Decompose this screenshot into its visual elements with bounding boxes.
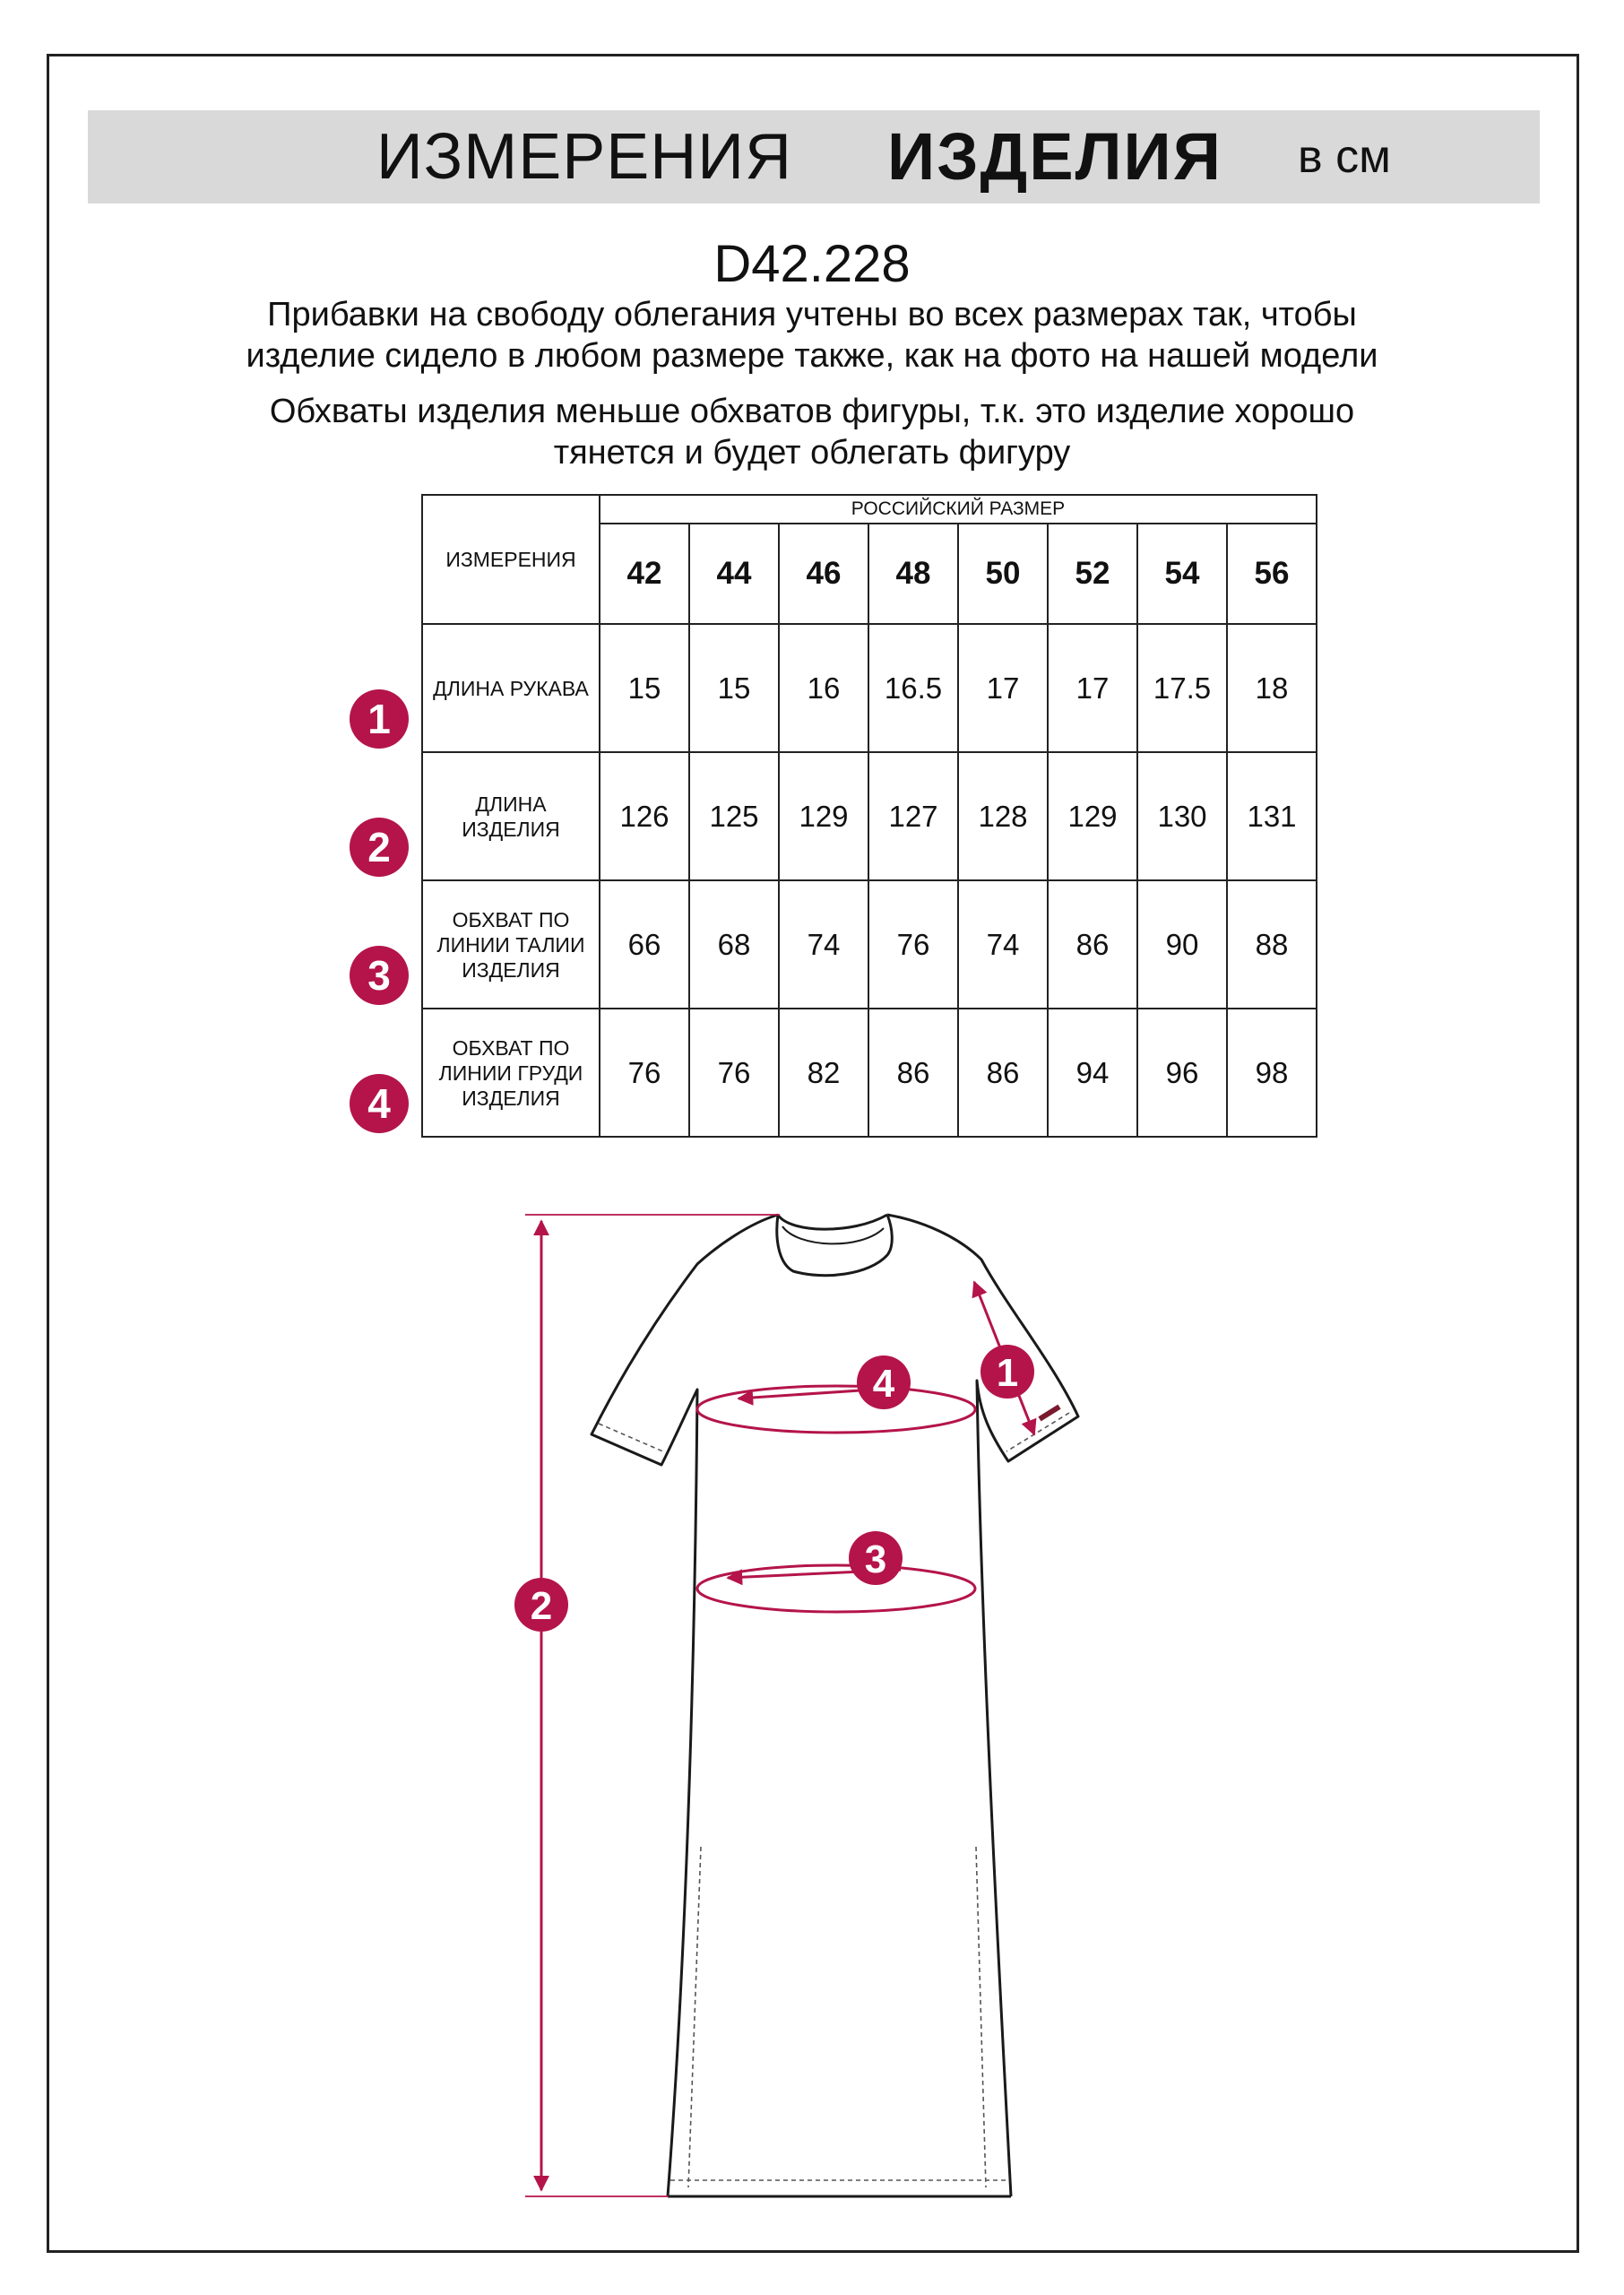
table-cell: 74 (958, 880, 1048, 1009)
garment-length-measure (525, 1215, 780, 2196)
waist-girth-measure (697, 1565, 975, 1612)
row-label-line: ДЛИНА РУКАВА (433, 676, 589, 700)
table-cell: 128 (958, 752, 1048, 880)
right-side-slit (976, 1847, 986, 2187)
left-side-slit (688, 1847, 701, 2187)
size-header: 46 (779, 524, 868, 624)
table-cell: 96 (1137, 1009, 1227, 1137)
table-cell: 94 (1048, 1009, 1137, 1137)
size-header: 50 (958, 524, 1048, 624)
size-header: 52 (1048, 524, 1137, 624)
table-cell: 15 (600, 624, 689, 752)
fit-note-line: Прибавки на свободу облегания учтены во всех размерах так, чтобы (267, 296, 1357, 333)
table-cell: 131 (1227, 752, 1317, 880)
table-cell: 129 (779, 752, 868, 880)
marker-number: 4 (872, 1362, 895, 1406)
table-cell: 15 (689, 624, 779, 752)
header-unit: в см (1298, 131, 1391, 183)
row-number-badge: 3 (350, 946, 409, 1005)
table-cell: 16 (779, 624, 868, 752)
row-number-badge: 1 (350, 689, 409, 749)
table-cell: 86 (958, 1009, 1048, 1137)
fit-note-line: изделие сидело в любом размере также, как на фото на нашей модели (246, 337, 1378, 375)
right-sleeve-hem-stitch (1006, 1413, 1069, 1451)
product-code: D42.228 (713, 235, 911, 293)
dress-seams (599, 1413, 1069, 2187)
row-label-line: ЛИНИИ ТАЛИИ (436, 932, 585, 957)
marker-chest-girth (857, 1355, 911, 1409)
table-cell: 125 (689, 752, 779, 880)
table-cell: 129 (1048, 752, 1137, 880)
row-label-line: ЛИНИИ ГРУДИ (438, 1061, 583, 1085)
marker-garment-length (514, 1578, 568, 1632)
table-cell: 127 (868, 752, 958, 880)
row-label-line: ИЗДЕЛИЯ (462, 817, 560, 841)
size-header: 48 (868, 524, 958, 624)
marker-number: 2 (530, 1584, 553, 1628)
row-label-line: ОБХВАТ ПО (452, 1035, 570, 1060)
table-cell: 17 (958, 624, 1048, 752)
table-cell: 82 (779, 1009, 868, 1137)
size-header: 54 (1137, 524, 1227, 624)
header-title-bold: ИЗДЕЛИЯ (887, 119, 1222, 194)
table-cell: 90 (1137, 880, 1227, 1009)
table-cell: 86 (868, 1009, 958, 1137)
left-sleeve-hem-stitch (599, 1424, 665, 1452)
stretch-note-line: тянется и будет облегать фигуру (553, 434, 1071, 472)
header-title-light: ИЗМЕРЕНИЯ (376, 121, 793, 193)
table-cell: 74 (779, 880, 868, 1009)
marker-number: 1 (996, 1351, 1019, 1395)
table-cell: 18 (1227, 624, 1317, 752)
row-label-line: ДЛИНА (475, 792, 547, 816)
size-header: 44 (689, 524, 779, 624)
row-number-badge: 2 (350, 818, 409, 877)
marker-sleeve-length (980, 1345, 1034, 1399)
table-cell: 17 (1048, 624, 1137, 752)
stretch-note-line: Обхваты изделия меньше обхватов фигуры, т.к. это изделие хорошо (269, 393, 1355, 430)
row-label-line: ОБХВАТ ПО (452, 907, 570, 931)
table-cell: 68 (689, 880, 779, 1009)
marker-waist-girth (849, 1531, 903, 1585)
table-cell: 126 (600, 752, 689, 880)
dress-left-side (592, 1215, 778, 2196)
table-cell: 88 (1227, 880, 1317, 1009)
table-cell: 86 (1048, 880, 1137, 1009)
dress-neckline (778, 1215, 887, 1229)
row-label-line: ИЗДЕЛИЯ (462, 1086, 560, 1110)
table-cell: 130 (1137, 752, 1227, 880)
size-header: 56 (1227, 524, 1317, 624)
size-group-header: РОССИЙСКИЙ РАЗМЕР (600, 495, 1317, 524)
table-cell: 66 (600, 880, 689, 1009)
chest-girth-measure (697, 1386, 975, 1433)
table-cell: 98 (1227, 1009, 1317, 1137)
table-cell: 76 (600, 1009, 689, 1137)
row-label-line: ИЗДЕЛИЯ (462, 957, 560, 982)
marker-number: 3 (864, 1537, 887, 1581)
sleeve-tag (1038, 1405, 1060, 1422)
table-cell: 76 (689, 1009, 779, 1137)
table-corner-label: ИЗМЕРЕНИЯ (422, 495, 600, 624)
table-cell: 16.5 (868, 624, 958, 752)
size-header: 42 (600, 524, 689, 624)
table-cell: 76 (868, 880, 958, 1009)
row-number-badge: 4 (350, 1074, 409, 1133)
table-cell: 17.5 (1137, 624, 1227, 752)
